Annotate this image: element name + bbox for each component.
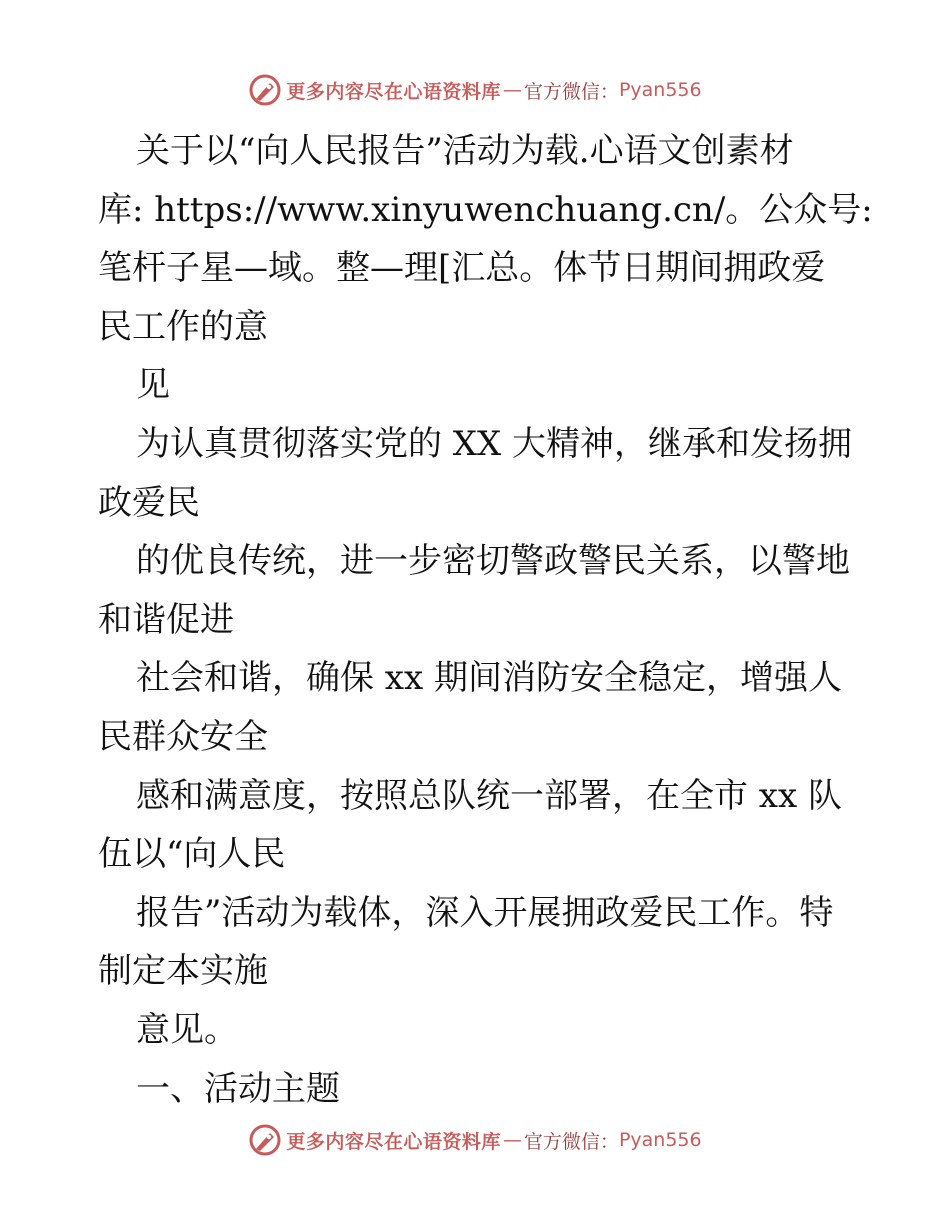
banner-separator: — <box>502 79 522 101</box>
text-line: 关于以“向人民报告”活动为载.心语文创素材 <box>136 131 794 171</box>
document-body <box>98 122 873 1118</box>
text-line: 为认真贯彻落实党的 XX 大精神，继承和发扬拥 <box>136 423 853 464</box>
section-heading: 一、活动主题 <box>136 1068 340 1109</box>
brand-text: 更多内容尽在心语资料库 <box>286 80 501 103</box>
text-line: 和谐促进 <box>98 599 234 640</box>
text-line: 伍以“向人民 <box>98 834 286 875</box>
wechat-id: Pyan556 <box>618 1129 702 1151</box>
text-line: 笔杆子星—域。整—理[汇总。体节日期间拥政爱 <box>98 248 826 289</box>
text-line: 感和满意度，按照总队统一部署，在全市 xx 队 <box>136 775 842 816</box>
brand-text: 更多内容尽在心语资料库 <box>286 1130 501 1153</box>
footer-watermark-banner <box>0 1122 950 1158</box>
wechat-id: Pyan556 <box>618 79 702 101</box>
pen-logo-icon <box>248 1123 282 1157</box>
text-line: 社会和谐，确保 xx 期间消防安全稳定，增强人 <box>136 658 842 699</box>
wechat-label: 官方微信： <box>523 1130 619 1153</box>
text-line: 的优良传统，进一步密切警政警民关系，以警地 <box>136 541 850 582</box>
text-line: 政爱民 <box>98 482 200 523</box>
wechat-label: 官方微信： <box>523 80 619 103</box>
text-line: 意见。 <box>136 1009 238 1050</box>
text-line: 见 <box>136 365 170 406</box>
text-line: 制定本实施 <box>98 951 268 992</box>
header-watermark-banner <box>0 72 950 108</box>
text-line: 库: https://www.xinyuwenchuang.cn/。公众号: <box>98 189 873 230</box>
text-line: 民工作的意 <box>98 306 268 347</box>
text-line: 民群众安全 <box>98 716 268 757</box>
pen-logo-icon <box>248 73 282 107</box>
text-line: 报告”活动为载体，深入开展拥政爱民工作。特 <box>136 892 834 933</box>
banner-separator: — <box>502 1129 522 1151</box>
